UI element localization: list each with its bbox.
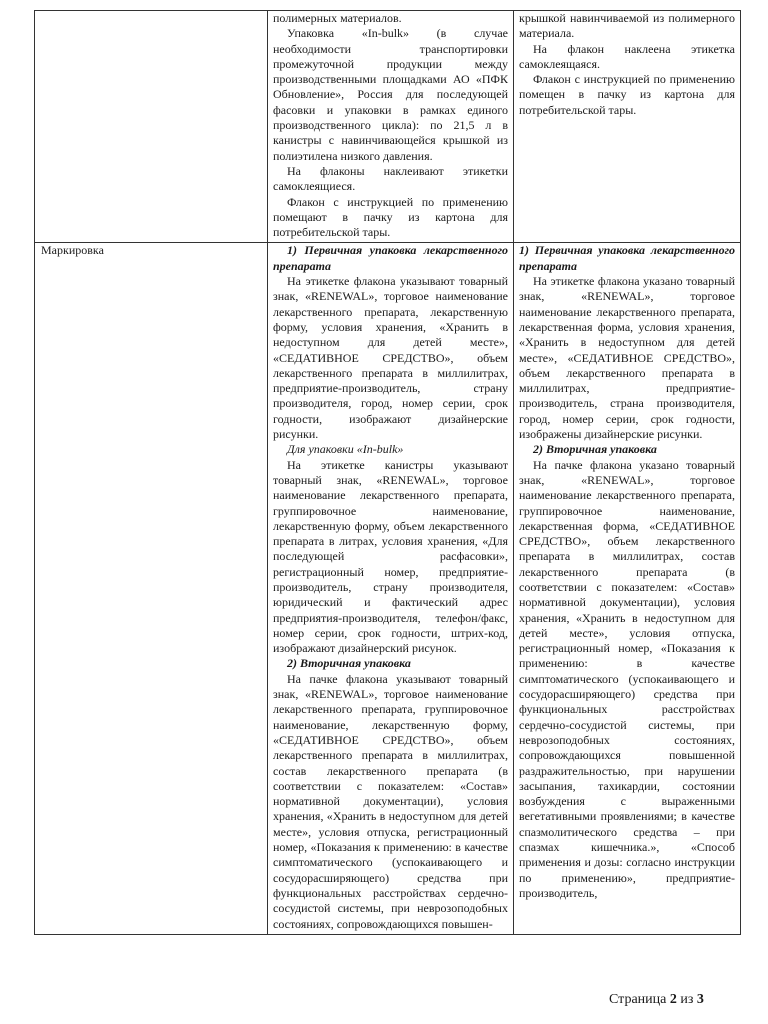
- footer-page-number: 2: [669, 992, 677, 1007]
- table-row-labeling: [35, 243, 741, 934]
- paragraph: На флаконы наклеивают этикетки самоклеящиеся.: [273, 163, 508, 194]
- section-heading: 1) Первичная упаковка лекарственного препарата: [273, 243, 508, 273]
- paragraph: На этикетке флакона указано товарный знак, «RENEWAL», торговое наименование лекарственного препарата, лекарственная форма, условия хранения, «Хранить в недоступном для детей месте», «СЕДАТИВНОЕ СРЕДСТВО», объем лекарственного препарата в миллилитрах, предприятие-производитель, страна производителя, город, номер серии, срок годности, изображены дизайнерские рисунки.: [519, 274, 735, 442]
- section-heading: 2) Вторичная упаковка: [287, 656, 411, 671]
- section-heading: 1) Первичная упаковка лекарственного препарата: [519, 243, 735, 273]
- document-page: [34, 10, 740, 935]
- footer-prefix: Страница: [609, 992, 667, 1007]
- cell-current-marking: [514, 243, 741, 934]
- cell-proposed-packaging: [268, 11, 514, 243]
- table-row-packaging: [35, 11, 741, 243]
- cell-current-packaging: [514, 11, 741, 243]
- section-heading: 2) Вторичная упаковка: [533, 442, 657, 457]
- footer-of: из: [680, 992, 694, 1007]
- paragraph: На пачке флакона указано товарный знак, «RENEWAL», торговое наименование лекарственного препарата, группировочное наименование, лекарственная форма, «СЕДАТИВНОЕ СРЕДСТВО», объем лекарственного препарата в миллилитрах, состав лекарственного препарата (в соответствии с показателем: «Состав» нормативной документации), условия хранения, «Хранить в недоступном для детей месте», условия отпуска, регистрационный номер, «Показания к применению: в качестве симптоматического (успокаивающего и сосудорасширяющего) средства при функциональных расстройствах сердечно-сосудистой системы, при неврозоподобных состояниях, сопровождающихся повышенной раздражительностью, при нарушении засыпания, тахикардии, состоянии возбуждения с выраженными вегетативными проявлениями; в качестве спазмолитического средства – при спазмах кишечника.», «Способ применения и дозы: согласно инструкции по применению», предприятие-производитель,: [519, 457, 735, 900]
- paragraph: На этикетке канистры указывают товарный знак, «RENEWAL», торговое наименование лекарственного препарата, группировочное наименование, лекарственную форму, объем лекарственного препарата в литрах, условия хранения, «Для последующей расфасовки», регистрационный номер, предприятие-производитель, страну производителя, юридический и фактический адрес предприятия-производителя, телефон/факс, номер серии, срок годности, штрих-код, изображают дизайнерский рисунок.: [273, 457, 508, 656]
- registration-table: [34, 10, 741, 935]
- cell-proposed-marking: [268, 243, 514, 934]
- footer-total-pages: 3: [696, 992, 704, 1007]
- paragraph: На пачке флакона указывают товарный знак, «RENEWAL», торговое наименование лекарственного препарата, группировочное наименование, лекарственную форму, «СЕДАТИВНОЕ СРЕДСТВО», объем лекарственного препарата в миллилитрах, состав лекарственного препарата (в соответствии с показателем: «Состав» нормативной документации), условия хранения, «Хранить в недоступном для детей месте», условия отпуска, регистрационный номер, «Показания к применению: в качестве симптоматического (успокаивающего и сосудорасширяющего) средства при функциональных расстройствах сердечно-сосудистой системы, при неврозоподобных состояниях, сопровождающихся повышен-: [273, 671, 508, 931]
- paragraph: Флакон с инструкцией по применению помещен в пачку из картона для потребительской тары.: [519, 72, 735, 117]
- paragraph: крышкой навинчиваемой из полимерного материала.: [519, 11, 735, 41]
- page-number-footer: [609, 992, 704, 1008]
- paragraph: Флакон с инструкцией по применению помещают в пачку из картона для потребительской тары.: [273, 194, 508, 240]
- paragraph: На этикетке флакона указывают товарный знак, «RENEWAL», торговое наименование лекарственного препарата, лекарственную форму, условия хранения, «Хранить в недоступном для детей месте», «СЕДАТИВНОЕ СРЕДСТВО», объем лекарственного препарата в миллилитрах, предприятие-производитель, страну производителя, город, номер серии, срок годности, изображают дизайнерские рисунки.: [273, 274, 508, 442]
- paragraph: На флакон наклеена этикетка самоклеящаяся.: [519, 41, 735, 71]
- paragraph: Упаковка «In-bulk» (в случае необходимости транспортировки промежуточной продукции между производственными площадками АО «ПФК Обновление», Россия для последующей фасовки и упаковки в рамках единого производственного цикла): по 21,5 л в канистры с навинчивающейся крышкой из полиэтилена низкого давления.: [273, 26, 508, 163]
- subsection-heading: Для упаковки «In-bulk»: [287, 442, 404, 457]
- cell-label-empty: [35, 11, 268, 243]
- paragraph: полимерных материалов.: [273, 11, 402, 25]
- cell-label-marking: Маркировка: [35, 243, 268, 934]
